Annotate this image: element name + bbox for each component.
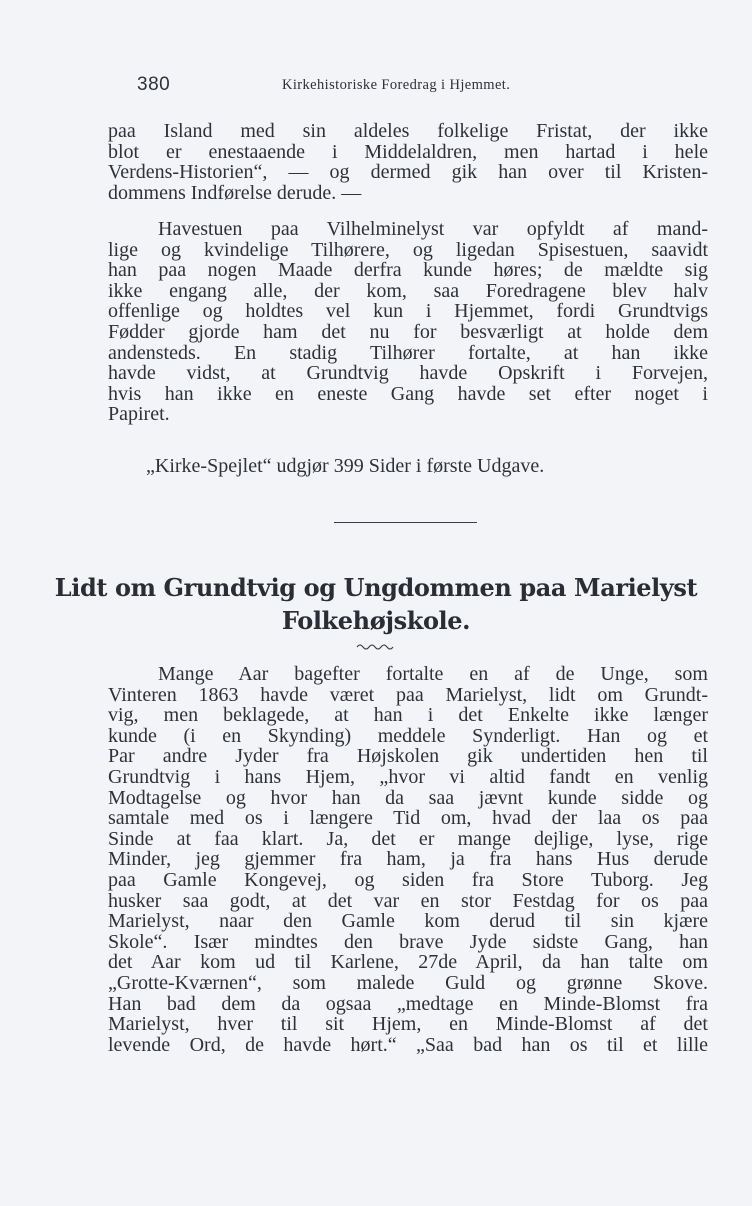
text-line: „Grotte-Kværnen“, som malede Guld og grønne Skove.	[108, 971, 708, 994]
text-line: Vinteren 1863 havde været paa Marielyst, lidt om Grundt-	[108, 683, 708, 706]
text-line: Grundtvig i hans Hjem, „hvor vi altid fandt en venlig	[108, 765, 708, 788]
text-line: havde vidst, at Grundtvig havde Opskrift i Forvejen,	[108, 362, 708, 385]
text-line: det Aar kom ud til Karlene, 27de April, da han talte om	[108, 951, 708, 974]
text-line: Fødder gjorde ham det nu for besværligt at holde dem	[108, 320, 708, 343]
text-line: Havestuen paa Vilhelminelyst var opfyldt af mand-	[158, 218, 708, 240]
text-line: levende Ord, de havde hørt.“ „Saa bad han os til et lille	[108, 1033, 708, 1056]
paragraph-iceland	[108, 121, 708, 203]
running-head	[0, 74, 752, 100]
paragraph-havestuen	[108, 219, 708, 425]
text-line: paa Gamle Kongevej, og siden fra Store Tuborg. Jeg	[108, 868, 708, 891]
text-line: hvis han ikke en eneste Gang havde set efter noget i	[108, 382, 708, 405]
text-line: Marielyst, naar den Gamle kom derud til sin kjære	[108, 910, 708, 933]
text-line: „Kirke-Spejlet“ udgjør 399 Sider i første Udgave.	[146, 455, 545, 477]
text-line: dommens Indførelse derude. —	[108, 181, 362, 204]
text-line: Par andre Jyder fra Højskolen gik undertiden hen til	[108, 745, 708, 768]
text-line: Mange Aar bagefter fortalte en af de Unge, som	[158, 663, 708, 685]
text-line: andensteds. En stadig Tilhører fortalte, at han ikke	[108, 341, 708, 364]
text-line: Minder, jeg gjemmer fra ham, ja fra hans Hus derude	[108, 848, 708, 871]
text-line: vig, men beklagede, at han i det Enkelte ikke længer	[108, 704, 708, 727]
paragraph-mange-aar	[108, 664, 708, 1055]
text-line: Papiret.	[108, 403, 170, 426]
text-line: han paa nogen Maade derfra kunde høres; de mældte sig	[108, 259, 708, 282]
ornament-squiggle	[356, 642, 396, 650]
text-line: ikke engang alle, der kom, saa Foredragene blev halv	[108, 279, 708, 302]
text-line: Sinde at faa klart. Ja, det er mange dejlige, lyse, rige	[108, 827, 708, 850]
text-line: blot er enestaaende i Middelaldren, men hartad i hele	[108, 140, 708, 163]
text-line: Marielyst, hver til sit Hjem, en Minde-Blomst af det	[108, 1013, 708, 1036]
page-number: 380	[137, 74, 171, 95]
section-divider	[334, 522, 477, 523]
text-line: Skole“. Især mindtes den brave Jyde sidste Gang, han	[108, 930, 708, 953]
text-line: husker saa godt, at det var en stor Festdag for os paa	[108, 889, 708, 912]
text-line: Modtagelse og hvor han da saa jævnt kunde sidde og	[108, 786, 708, 809]
text-line: Verdens-Historien“, — og dermed gik han over til Kristen-	[108, 161, 708, 184]
text-line: lige og kvindelige Tilhørere, og ligedan Spisestuen, saavidt	[108, 238, 708, 261]
section-heading-continued: Folkehøjskole.	[281, 606, 471, 635]
text-line: paa Island med sin aldeles folkelige Fristat, der ikke	[108, 120, 708, 142]
text-line: samtale med os i længere Tid om, hvad der laa os paa	[108, 807, 708, 830]
section-heading: Lidt om Grundtvig og Ungdommen paa Marielyst	[54, 573, 698, 602]
text-line: kunde (i en Skynding) meddele Synderligt. Han og et	[108, 724, 708, 747]
text-line: Han bad dem da ogsaa „medtage en Minde-Blomst fra	[108, 992, 708, 1015]
text-line: offenlige og holdtes vel kun i Hjemmet, fordi Grundtvigs	[108, 300, 708, 323]
running-title: Kirkehistoriske Foredrag i Hjemmet.	[282, 77, 511, 93]
paragraph-kirke-spejlet	[108, 456, 708, 477]
